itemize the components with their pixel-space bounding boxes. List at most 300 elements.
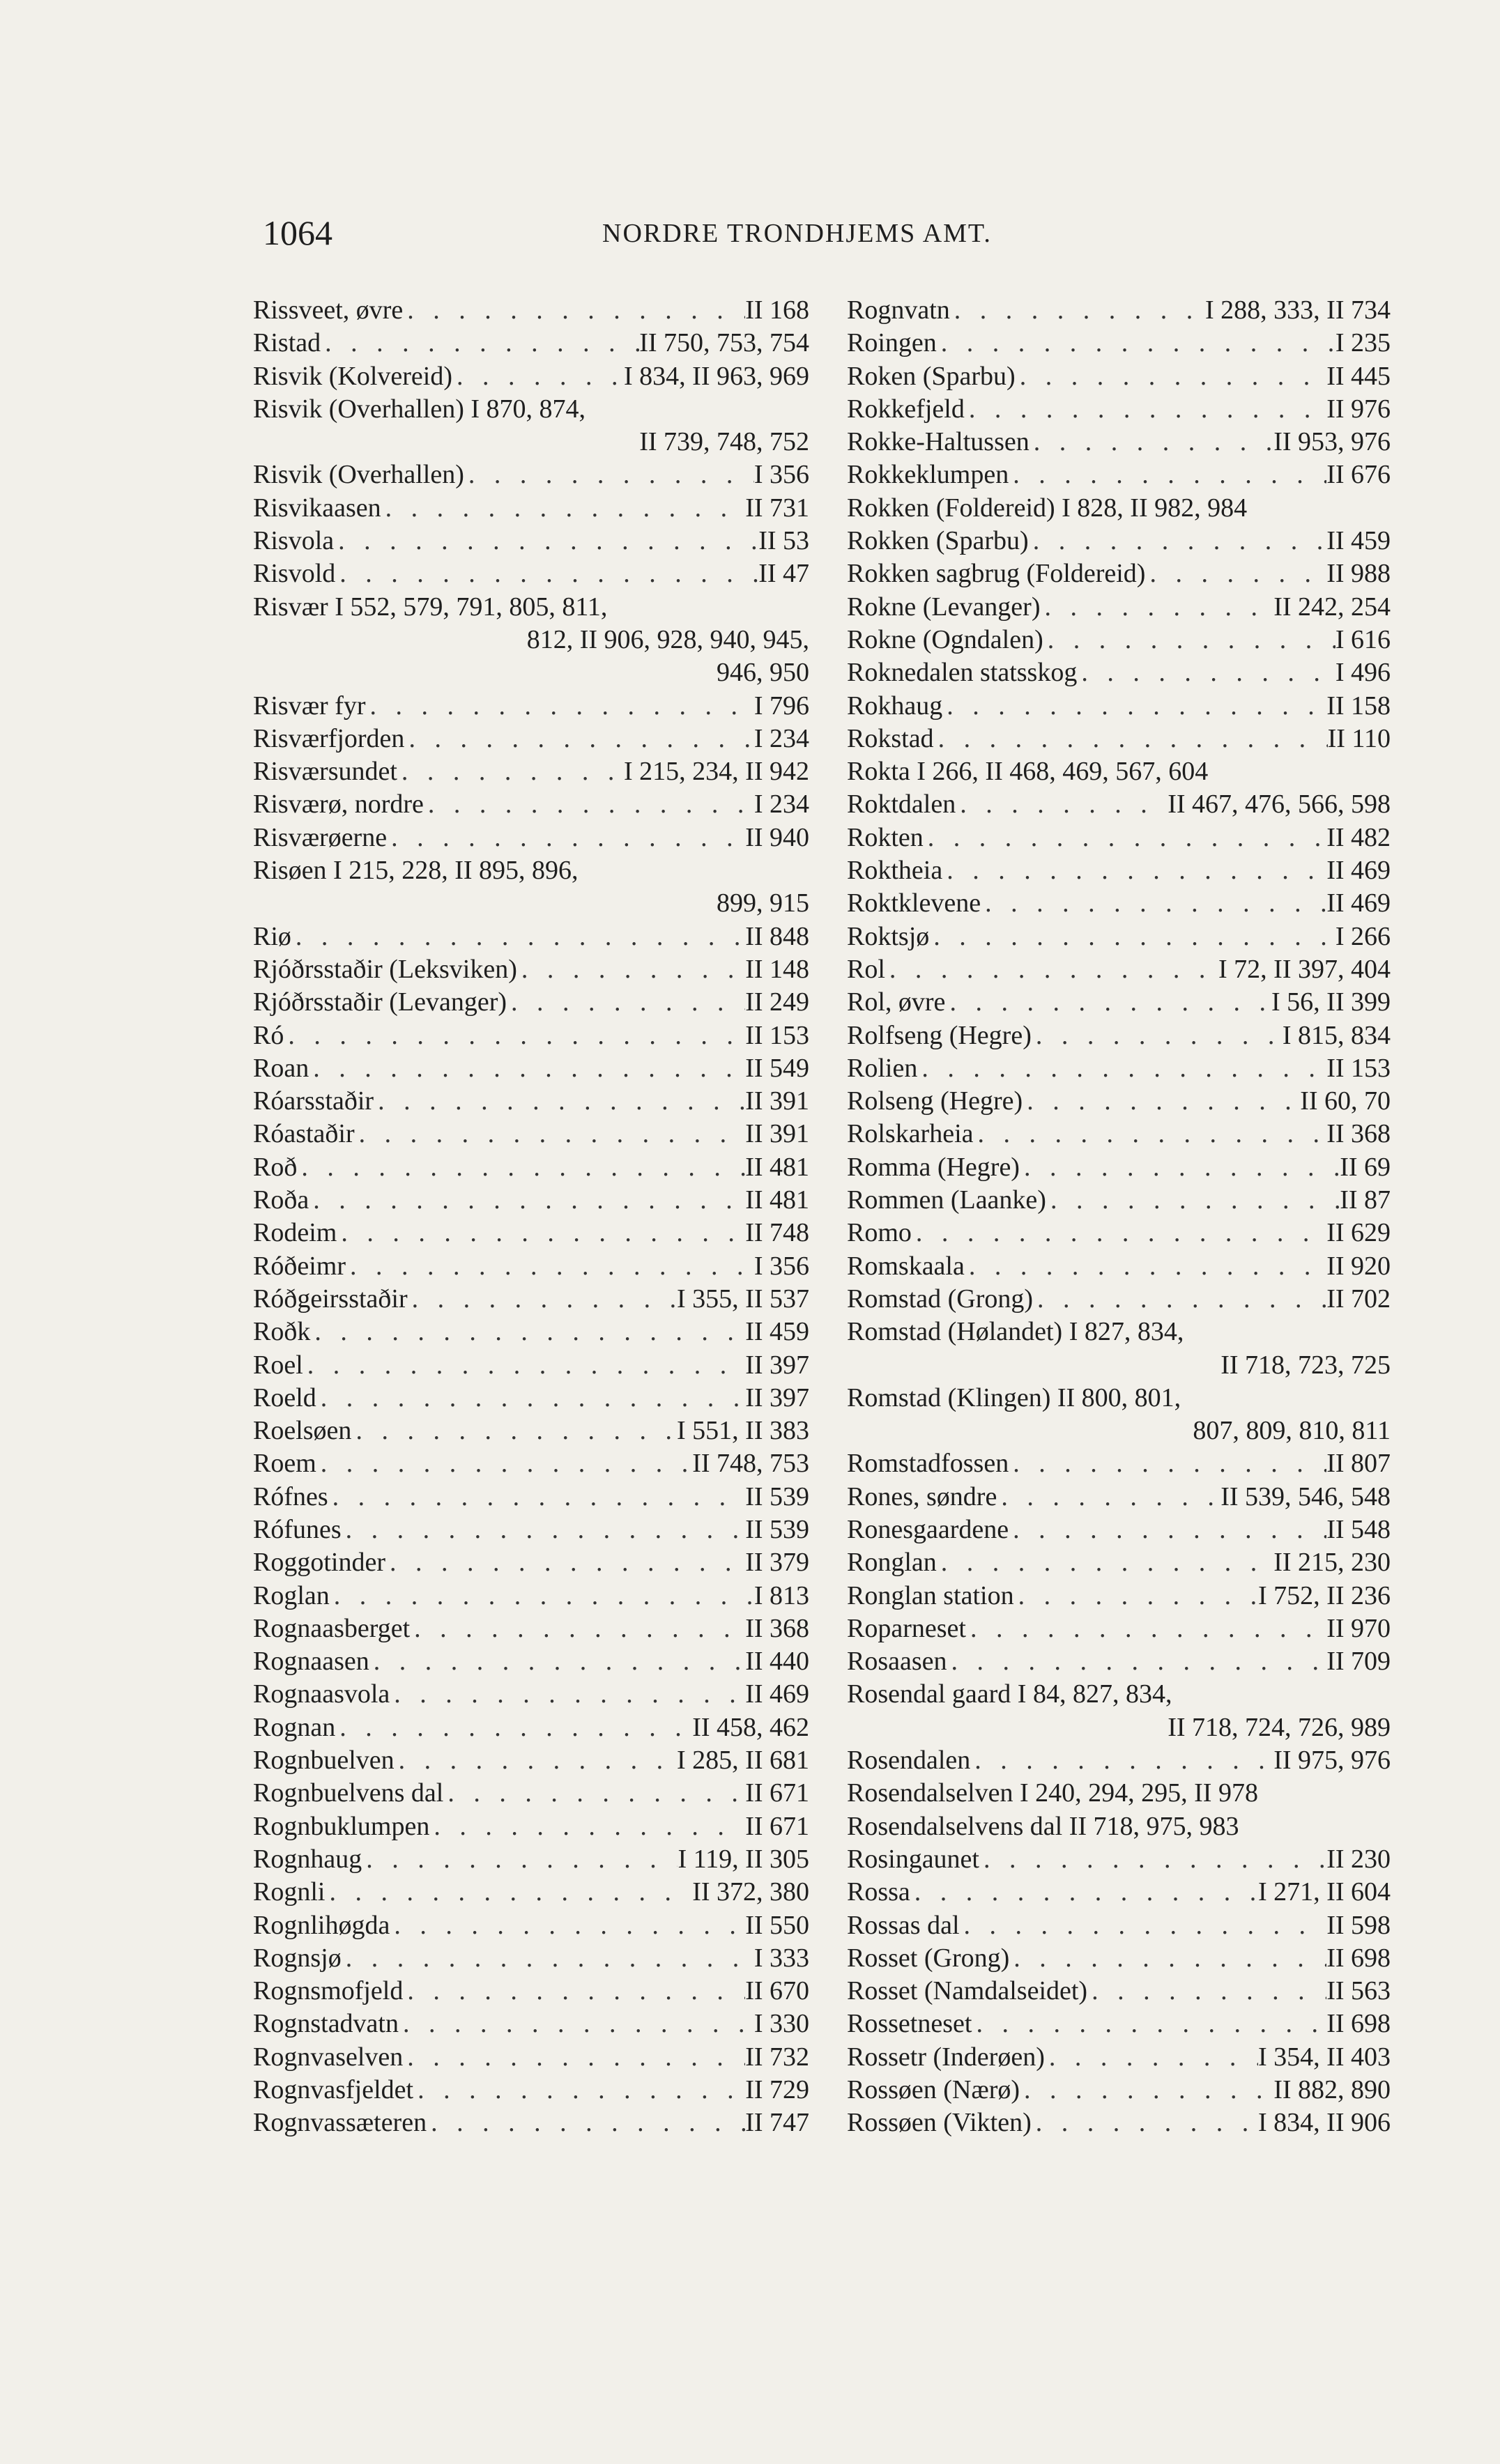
index-entry-name: Rosendalselvens dal II 718, 975, 983: [847, 1811, 1239, 1841]
index-entry-refs: I 234: [753, 790, 809, 819]
index-entry-name: Rosendal gaard I 84, 827, 834,: [847, 1679, 1172, 1709]
index-entry-refs: I 266: [1335, 921, 1391, 951]
index-entry-line: [253, 1744, 809, 1777]
index-entry: [253, 2074, 809, 2107]
index-entry-line: [847, 1546, 1391, 1579]
dot-leader: [1045, 2041, 1258, 2074]
index-entry-line: [253, 1678, 809, 1711]
index-entry-refs: II 469: [1326, 856, 1391, 886]
index-entry: [253, 1217, 809, 1249]
dot-leader: [325, 1876, 692, 1909]
page-title: NORDRE TRONDHJEMS AMT.: [602, 219, 992, 248]
index-entry: [847, 1052, 1391, 1085]
index-entry: [847, 1580, 1391, 1612]
index-entry-name: Rognvasfjeldet: [253, 2075, 414, 2105]
dot-leader: [1014, 1580, 1258, 1612]
dot-leader: [1046, 1184, 1340, 1217]
dot-leader: [334, 525, 758, 557]
index-entry-refs: II 47: [758, 559, 809, 589]
index-entry-line: [847, 360, 1391, 393]
index-entry: [847, 426, 1391, 459]
index-entry-line: [253, 1514, 809, 1546]
index-entry-name: Roktdalen: [847, 790, 956, 819]
index-entry-name: Rokkefjeld: [847, 394, 965, 424]
dot-leader: [399, 2008, 754, 2040]
index-entry-name: Rognvassæteren: [253, 2108, 427, 2138]
index-entry-refs: II 550: [745, 1910, 809, 1940]
index-entry-line: [847, 2008, 1391, 2040]
index-entry-line: [253, 788, 809, 821]
index-entry-name: Roparneset: [847, 1613, 966, 1643]
index-entry-refs: II 110: [1327, 723, 1391, 753]
index-entry-line: [847, 1580, 1391, 1612]
index-entry-name: Rossetr (Inderøen): [847, 2042, 1045, 2072]
index-entry-name: Roelsøen: [253, 1416, 352, 1446]
index-entry-name: Roem: [253, 1449, 316, 1479]
index-entry-refs: II 469: [1326, 888, 1391, 918]
index-entry: [847, 1678, 1391, 1744]
index-entry-line: [847, 656, 1391, 689]
index-entry: [847, 1942, 1391, 1975]
index-entry: [847, 1843, 1391, 1876]
index-entry-name: Rol: [847, 954, 885, 984]
index-entry-line: [253, 2041, 809, 2074]
index-entry-refs: II 750, 753, 754: [639, 328, 809, 358]
index-entry-refs: II 731: [745, 493, 809, 523]
index-entry-line: [253, 294, 809, 327]
index-entry-name: Rossas dal: [847, 1910, 960, 1940]
index-entry: [253, 525, 809, 557]
index-entry-line: [253, 1316, 809, 1348]
dot-leader: [452, 360, 624, 393]
dot-leader: [310, 1316, 745, 1348]
index-entry: [253, 327, 809, 360]
index-entry-name: Rissveet, øvre: [253, 295, 404, 325]
dot-leader: [429, 1810, 745, 1843]
dot-leader: [443, 1777, 745, 1810]
dot-leader: [1030, 426, 1273, 459]
index-entry-refs: I 356: [753, 1251, 809, 1281]
index-entry-line: [847, 1151, 1391, 1184]
index-entry-line: [253, 1217, 809, 1249]
index-entry: [847, 1283, 1391, 1316]
index-entry-refs: I 496: [1335, 658, 1391, 688]
index-entry-line: [847, 986, 1391, 1019]
index-entry-refs: II 397: [745, 1350, 809, 1380]
index-entry: [253, 986, 809, 1019]
index-entry-name: Rokstad: [847, 723, 934, 753]
index-entry-line: [847, 1975, 1391, 2008]
index-entry-name: Romskaala: [847, 1251, 965, 1281]
index-entry-line: [847, 624, 1391, 656]
index-entry-line: [253, 393, 809, 426]
index-entry-line: [253, 1382, 809, 1415]
index-entry-name: Roktheia: [847, 856, 943, 886]
index-entry-refs: II 539: [745, 1514, 809, 1544]
index-entry-line: [847, 887, 1391, 920]
index-entry-line: [847, 1382, 1391, 1415]
index-entry-name: Rokne (Levanger): [847, 592, 1041, 622]
index-entry: [253, 2041, 809, 2074]
index-entry-name: Rognbuelvens dal: [253, 1778, 444, 1808]
index-entry-name: Risvold: [253, 559, 336, 589]
index-entry-name: Ristad: [253, 328, 321, 358]
index-entry-name: Risværsundet: [253, 757, 397, 787]
index-entry: [253, 854, 809, 921]
index-entry-refs: II 368: [745, 1613, 809, 1643]
index-entry-name: Rolien: [847, 1053, 918, 1083]
index-entry-name: Risvik (Overhallen): [253, 460, 464, 490]
dot-leader: [284, 1019, 745, 1052]
index-entry: [253, 1447, 809, 1480]
index-entry-name: Roð: [253, 1152, 298, 1182]
index-entry-line: [847, 1744, 1391, 1777]
index-entry: [847, 492, 1391, 525]
index-entry: [253, 1678, 809, 1711]
index-entry-refs: II 671: [745, 1811, 809, 1841]
dot-leader: [942, 690, 1326, 723]
index-entry: [847, 1184, 1391, 1217]
index-entry: [253, 1909, 809, 1942]
index-entry: [253, 1382, 809, 1415]
index-entry-line: [847, 1250, 1391, 1283]
index-entry: [847, 1876, 1391, 1909]
index-entry-refs: I 333: [753, 1943, 809, 1973]
index-entry-continuation: 812, II 906, 928, 940, 945,: [526, 624, 809, 654]
index-entry: [253, 1546, 809, 1579]
index-entry-line: [847, 1085, 1391, 1118]
index-entry-name: Rognaasvola: [253, 1679, 390, 1709]
index-entry-refs: II 629: [1326, 1218, 1391, 1248]
index-entry-refs: II 481: [745, 1152, 809, 1182]
dot-leader: [960, 1909, 1327, 1942]
dot-leader: [410, 1612, 745, 1645]
index-entry-continuation: 899, 915: [717, 888, 809, 918]
index-entry: [847, 1909, 1391, 1942]
index-entry-line: [253, 1349, 809, 1382]
index-entry: [253, 1250, 809, 1283]
index-entry: [253, 1975, 809, 2008]
dot-leader: [1020, 2074, 1273, 2107]
index-entry: [847, 2074, 1391, 2107]
index-entry: [847, 1118, 1391, 1150]
index-entry-line: [847, 591, 1391, 624]
index-entry: [847, 1316, 1391, 1382]
index-entry-name: Rognstadvatn: [253, 2009, 399, 2039]
index-entry-refs: II 698: [1326, 2009, 1391, 2039]
index-entry: [253, 1349, 809, 1382]
index-entry-refs: II 807: [1326, 1449, 1391, 1479]
index-entry-refs: I 56, II 399: [1271, 987, 1391, 1017]
index-entry-name: Roken (Sparbu): [847, 361, 1016, 391]
index-entry-refs: I 355, II 537: [677, 1284, 809, 1314]
dot-leader: [974, 1118, 1327, 1150]
index-entry-name: Romo: [847, 1218, 912, 1248]
index-entry-name: Róarsstaðir: [253, 1086, 374, 1116]
dot-leader: [1020, 1151, 1340, 1184]
index-entry-line: [847, 2107, 1391, 2139]
index-entry: [253, 557, 809, 590]
index-entry: [253, 1843, 809, 1876]
index-entry-line: [253, 1580, 809, 1612]
index-entry-name: Rófnes: [253, 1481, 328, 1511]
index-entry-refs: II 481: [745, 1185, 809, 1215]
index-entry-line: [253, 1415, 809, 1447]
index-entry-line: [253, 723, 809, 755]
dot-leader: [427, 2107, 745, 2139]
dot-leader: [1041, 591, 1274, 624]
dot-leader: [979, 1843, 1326, 1876]
index-entry-name: Rognaasen: [253, 1647, 369, 1677]
index-entry: [847, 2008, 1391, 2040]
index-entry-refs: I 119, II 305: [678, 1844, 809, 1874]
index-entry-refs: II 372, 380: [692, 1877, 809, 1907]
index-entry-refs: I 813: [753, 1580, 809, 1610]
index-entry-line: [847, 1184, 1391, 1217]
index-column-left: [253, 294, 809, 2140]
dot-leader: [381, 492, 746, 525]
index-entry-refs: II 709: [1326, 1647, 1391, 1677]
index-entry-name: Risværøerne: [253, 822, 388, 852]
dot-leader: [291, 921, 745, 953]
index-entry-line: [253, 1184, 809, 1217]
index-entry-name: Rokta I 266, II 468, 469, 567, 604: [847, 757, 1209, 787]
index-entry-continuation: II 739, 748, 752: [639, 427, 809, 457]
dot-leader: [929, 921, 1336, 953]
index-entry-line: [847, 294, 1391, 327]
index-entry-name: Roðk: [253, 1317, 311, 1347]
index-entry-name: Rosingaunet: [847, 1844, 979, 1874]
index-entry-refs: II 60, 70: [1300, 1086, 1391, 1116]
index-entry: [847, 2107, 1391, 2139]
index-entry-name: Rokken (Sparbu): [847, 526, 1029, 556]
index-entry: [847, 1645, 1391, 1678]
dot-leader: [397, 755, 624, 788]
dot-leader: [1032, 1019, 1283, 1052]
index-entry-line: [847, 1909, 1391, 1942]
index-entry-refs: II 882, 890: [1273, 2075, 1391, 2105]
index-entry-name: Romma (Hegre): [847, 1152, 1020, 1182]
index-entry-refs: II 148: [745, 954, 809, 984]
index-entry: [253, 1184, 809, 1217]
index-column-right: [847, 294, 1391, 2140]
dot-leader: [403, 294, 745, 327]
index-entry-line: [847, 426, 1391, 459]
index-entry-name: Rodeim: [253, 1218, 337, 1248]
index-entry: [253, 294, 809, 327]
index-entry-refs: II 368: [1326, 1119, 1391, 1149]
index-entry-name: Rossa: [847, 1877, 910, 1907]
dot-leader: [403, 2041, 745, 2074]
index-entry-line: [847, 1678, 1391, 1711]
index-entry: [253, 1085, 809, 1118]
index-entry: [847, 1085, 1391, 1118]
index-entry: [847, 624, 1391, 656]
dot-leader: [464, 459, 754, 491]
index-entry-line: [847, 525, 1391, 557]
index-entry-line: [253, 360, 809, 393]
dot-leader: [972, 2008, 1326, 2040]
index-entry: [847, 656, 1391, 689]
index-entry-line: [253, 459, 809, 491]
index-entry-refs: II 988: [1326, 559, 1391, 589]
dot-leader: [1009, 1942, 1326, 1975]
dot-leader: [997, 1481, 1220, 1514]
index-entry-refs: II 459: [745, 1317, 809, 1347]
index-entry-name: Rokkeklumpen: [847, 460, 1009, 490]
index-entry: [253, 1777, 809, 1810]
index-entry-name: Rognbuklumpen: [253, 1811, 430, 1841]
index-entry: [847, 1019, 1391, 1052]
index-entry-name: Riø: [253, 921, 291, 951]
dot-leader: [1029, 525, 1327, 557]
index-entry-refs: I 834, II 906: [1258, 2108, 1391, 2138]
dot-leader: [408, 1283, 677, 1316]
dot-leader: [937, 1546, 1273, 1579]
index-entry-name: Rones, søndre: [847, 1481, 997, 1511]
index-entry-name: Roglan: [253, 1580, 330, 1610]
index-entry-name: Roan: [253, 1053, 309, 1083]
index-entry: [847, 1481, 1391, 1514]
index-entry-line: [253, 1876, 809, 1909]
index-entry: [253, 723, 809, 755]
index-entry-refs: II 747: [745, 2108, 809, 2138]
index-entry-refs: II 397: [745, 1383, 809, 1412]
index-entry-refs: I 330: [753, 2009, 809, 2039]
index-entry-line: [847, 1612, 1391, 1645]
index-entry-name: Risvik (Overhallen) I 870, 874,: [253, 394, 586, 424]
index-entry-name: Rosaasen: [847, 1647, 947, 1677]
dot-leader: [355, 1118, 746, 1150]
index-entry-refs: II 920: [1326, 1251, 1391, 1281]
dot-leader: [335, 1711, 692, 1744]
index-entry-name: Risvola: [253, 526, 335, 556]
index-entry-line: [847, 2041, 1391, 2074]
index-entry-line: [253, 2074, 809, 2107]
dot-leader: [1043, 624, 1336, 656]
dot-leader: [1032, 2107, 1258, 2139]
index-entry: [847, 755, 1391, 788]
index-entry-line: [253, 755, 809, 788]
index-entry-refs: II 539: [745, 1481, 809, 1511]
index-entry-refs: I 551, II 383: [677, 1416, 809, 1446]
index-entry: [253, 591, 809, 690]
index-entry-line: [847, 788, 1391, 821]
index-entry-refs: II 976: [1326, 394, 1391, 424]
index-entry-name: Róastaðir: [253, 1119, 355, 1149]
index-entry: [847, 1777, 1391, 1810]
index-entry-line: [847, 822, 1391, 854]
index-entry: [253, 2107, 809, 2139]
index-entry-refs: II 598: [1326, 1910, 1391, 1940]
index-entry-refs: II 975, 976: [1273, 1746, 1391, 1776]
index-entry-name: Romstadfossen: [847, 1449, 1009, 1479]
dot-leader: [981, 887, 1326, 920]
index-entry-name: Rol, øvre: [847, 987, 946, 1017]
index-entry: [253, 1316, 809, 1348]
index-entry: [847, 1382, 1391, 1448]
index-entry-line: [253, 1909, 809, 1942]
index-entry-refs: I 234: [753, 723, 809, 753]
index-entry-refs: II 953, 976: [1273, 427, 1391, 457]
index-entry: [253, 788, 809, 821]
index-entry-line: [847, 557, 1391, 590]
index-entry-line: [253, 1447, 809, 1480]
index-entry-line: [253, 327, 809, 360]
dot-leader: [965, 393, 1326, 426]
index-entry-name: Risvik (Kolvereid): [253, 361, 453, 391]
dot-leader: [342, 1514, 746, 1546]
dot-leader: [924, 822, 1326, 854]
index-entry: [847, 459, 1391, 491]
index-entry-refs: II 469: [745, 1679, 809, 1709]
index-entry-name: Rokken sagbrug (Foldereid): [847, 559, 1146, 589]
index-entry-name: Rognan: [253, 1712, 336, 1742]
index-entry-line: [253, 822, 809, 854]
index-entry-line: [847, 1514, 1391, 1546]
index-entry-line: [847, 953, 1391, 986]
dot-leader: [297, 1151, 745, 1184]
index-entry: [253, 1711, 809, 1744]
index-entry-refs: II 970: [1326, 1613, 1391, 1643]
index-entry-line: [253, 690, 809, 723]
dot-leader: [947, 1645, 1327, 1678]
index-entry-name: Rossetneset: [847, 2009, 972, 2039]
index-entry-name: Róðeimr: [253, 1251, 346, 1281]
index-entry-refs: II 670: [745, 1976, 809, 2006]
index-entry-refs: I 616: [1335, 624, 1391, 654]
dot-leader: [335, 557, 758, 590]
page-number: 1064: [263, 213, 332, 252]
index-entry-refs: II 242, 254: [1273, 592, 1391, 622]
dot-leader: [366, 690, 754, 723]
index-entry-name: Rosendalen: [847, 1746, 971, 1776]
index-entry-refs: I 834, II 963, 969: [624, 361, 809, 391]
dot-leader: [885, 953, 1218, 986]
index-entry-line: [253, 1283, 809, 1316]
index-entry-line: [847, 327, 1391, 360]
index-entry-line: [847, 1645, 1391, 1678]
index-entry: [253, 1645, 809, 1678]
dot-leader: [351, 1415, 677, 1447]
dot-leader: [917, 1052, 1326, 1085]
index-entry-name: Rognli: [253, 1877, 326, 1907]
index-entry-name: Rommen (Laanke): [847, 1185, 1046, 1215]
index-entry-line: [847, 690, 1391, 723]
dot-leader: [1033, 1283, 1326, 1316]
index-entry: [847, 921, 1391, 953]
index-entry: [253, 459, 809, 491]
dot-leader: [404, 723, 753, 755]
index-entry-line: [253, 1546, 809, 1579]
index-entry-line: [847, 1316, 1391, 1348]
dot-leader: [965, 1250, 1326, 1283]
index-entry: [847, 723, 1391, 755]
index-entry: [847, 360, 1391, 393]
index-entry-continuation: 946, 950: [717, 658, 809, 688]
dot-leader: [385, 1546, 745, 1579]
index-entry-refs: II 249: [745, 987, 809, 1017]
index-entry-name: Ronglan: [847, 1548, 937, 1578]
index-entry-name: Roknedalen statsskog: [847, 658, 1078, 688]
index-entry: [847, 1810, 1391, 1843]
index-entry-line: [847, 393, 1391, 426]
index-entry-refs: II 168: [745, 295, 809, 325]
index-entry-name: Rjóðrsstaðir (Leksviken): [253, 954, 517, 984]
index-entry: [253, 1118, 809, 1150]
index-entry-name: Rognbuelven: [253, 1746, 395, 1776]
index-entry-line: [253, 921, 809, 953]
